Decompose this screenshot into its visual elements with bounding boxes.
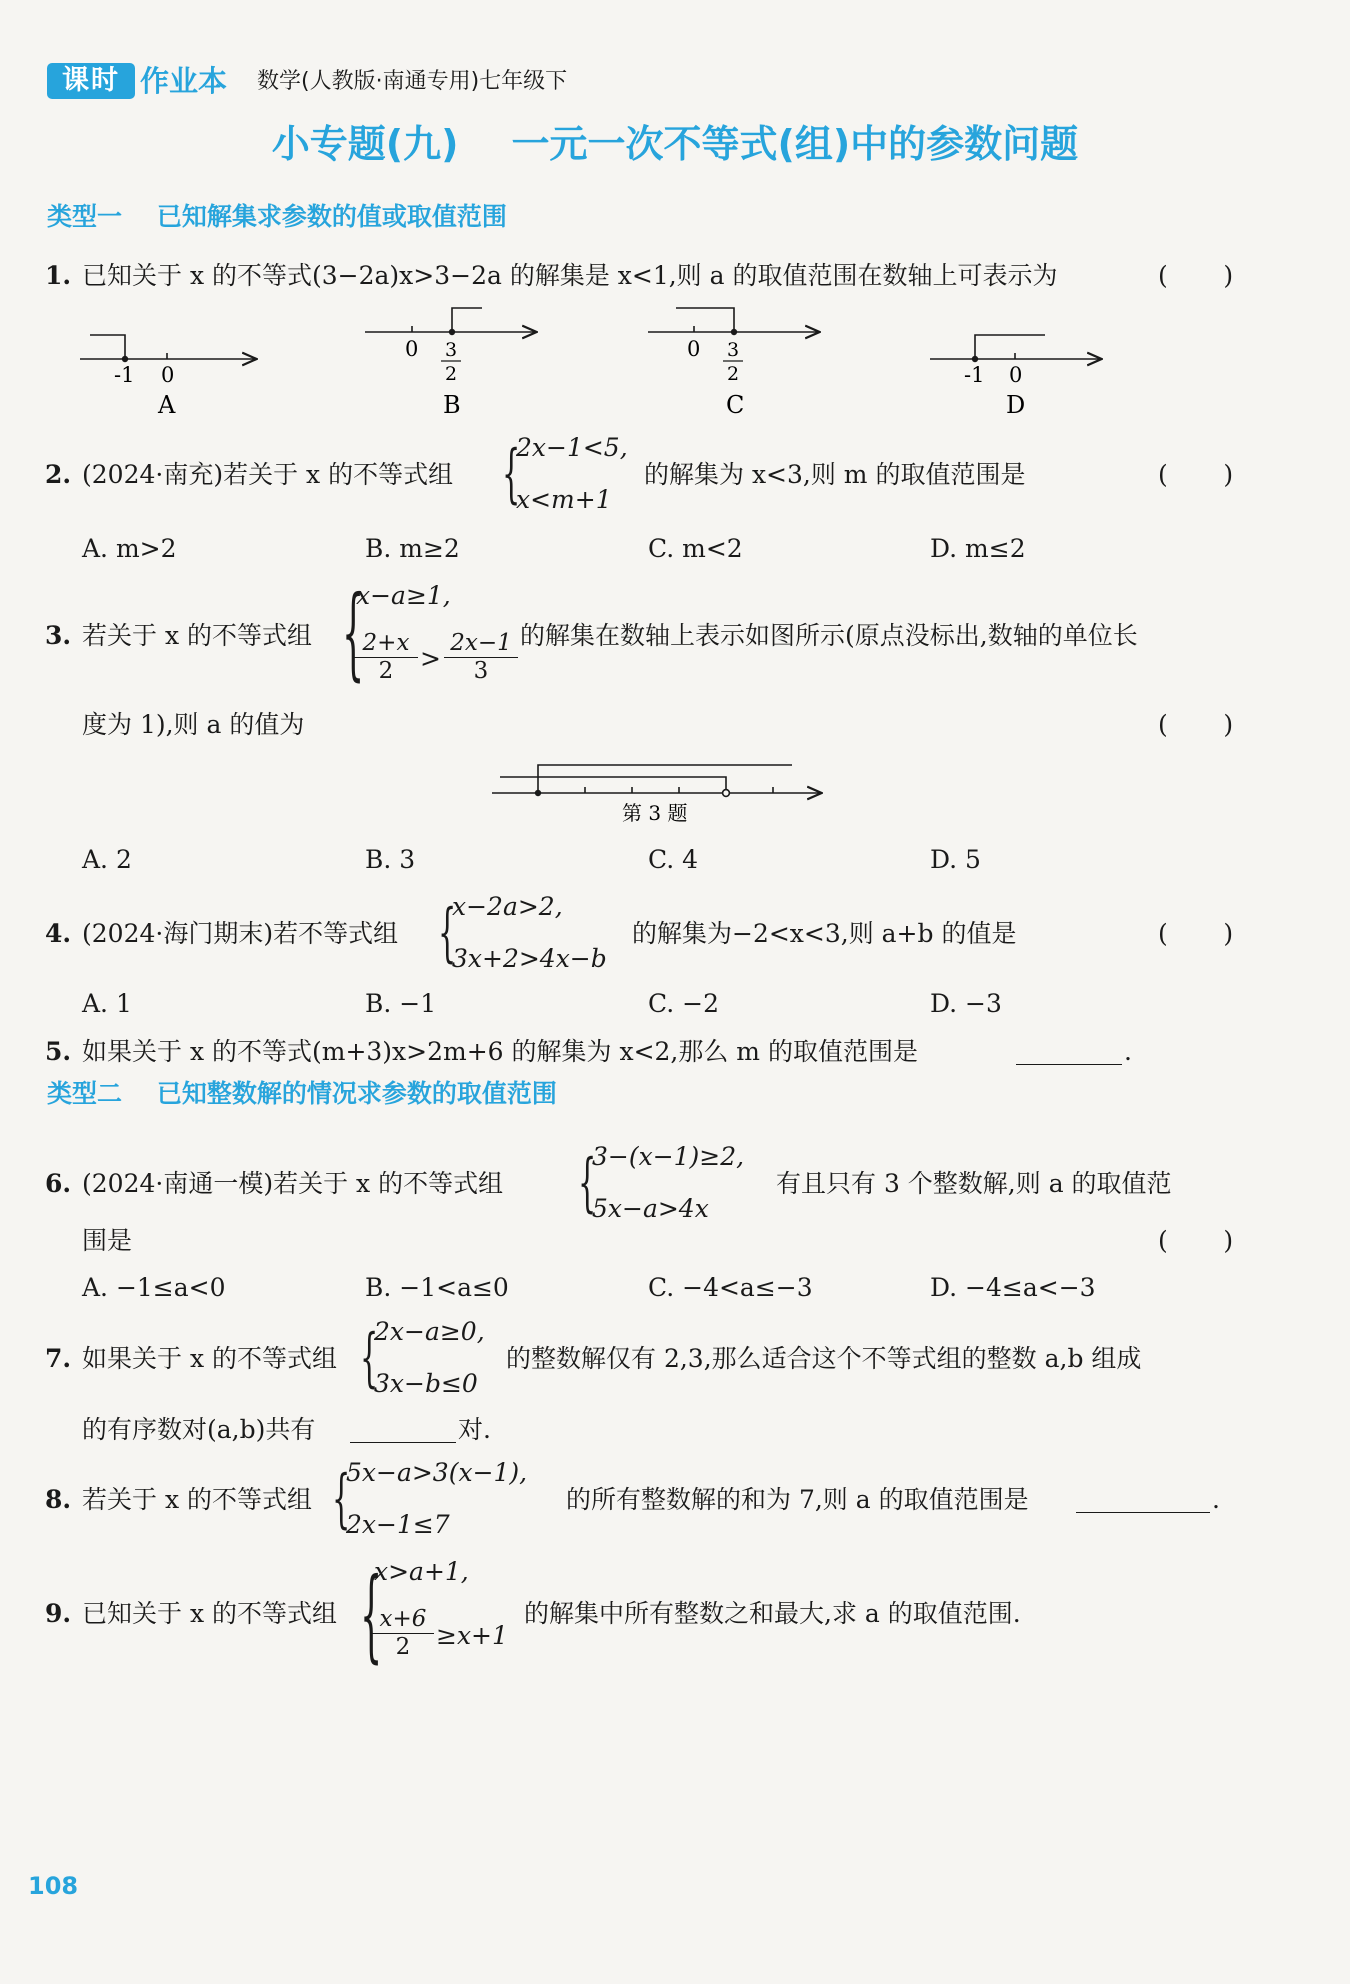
q9-line1: x>a+1, [374,1557,469,1586]
q4-answer-bracket[interactable]: ( ) [1158,919,1234,948]
q4-pre: (2024·海门期末)若不等式组 [82,919,399,948]
q4-option-b[interactable]: B. −1 [365,989,437,1018]
q3-number: 3. [45,621,72,650]
q8-line1: 5x−a>3(x−1), [346,1458,528,1487]
q1-option-b-number-line [365,308,535,419]
q6-pre: (2024·南通一模)若关于 x 的不等式组 [82,1169,504,1198]
q1-number: 1. [45,261,72,290]
q4-number: 4. [45,919,72,948]
q3-fraction-2 [444,630,518,685]
q4-option-c[interactable]: C. −2 [648,989,719,1018]
page-title: 小专题(九) 一元一次不等式(组)中的参数问题 [271,122,1079,166]
q1b-tick-0: 0 [405,337,419,361]
q6-post: 有且只有 3 个整数解,则 a 的取值范 [776,1169,1172,1198]
q3-frac1-den: 2 [378,658,394,684]
q5-number: 5. [45,1037,72,1066]
q3-figure-caption: 第 3 题 [622,801,688,822]
q9-post: 的解集中所有整数之和最大,求 a 的取值范围. [524,1599,1021,1628]
q2-brace: { [502,437,521,511]
q9-number: 9. [45,1599,72,1628]
q6-line2: 5x−a>4x [592,1194,709,1223]
q6-option-a[interactable]: A. −1≤a<0 [82,1273,226,1302]
logo-badge: 课时 [47,63,135,99]
q9-frac-den: 2 [395,1634,411,1660]
q8-brace: { [332,1462,351,1536]
q3-option-d[interactable]: D. 5 [930,845,981,874]
q2-number: 2. [45,460,72,489]
section-heading-1: 类型一 已知解集求参数的值或取值范围 [47,202,507,231]
q5-text: 如果关于 x 的不等式(m+3)x>2m+6 的解集为 x<2,那么 m 的取值范围是 [82,1037,918,1066]
q1d-label: D [1006,391,1026,419]
q2-line1: 2x−1<5, [516,433,628,462]
q1a-label: A [158,391,176,419]
q7-number: 7. [45,1344,72,1373]
q1c-tick-0: 0 [687,337,701,361]
q1-option-a-number-line [80,335,255,419]
q6-option-b[interactable]: B. −1<a≤0 [365,1273,509,1302]
q3-line1: x−a≥1, [356,581,451,610]
q6-brace: { [578,1146,597,1220]
q2-pre: (2024·南充)若关于 x 的不等式组 [82,460,454,489]
q3-frac1-num: 2+x [354,630,418,658]
q7-brace: { [360,1321,379,1395]
q6-number: 6. [45,1169,72,1198]
q2-answer-bracket[interactable]: ( ) [1158,460,1234,489]
q3-brace: { [342,574,365,691]
q1-answer-bracket[interactable]: ( ) [1158,261,1234,290]
q9-pre: 已知关于 x 的不等式组 [82,1599,337,1628]
q6-option-d[interactable]: D. −4≤a<−3 [930,1273,1096,1302]
q2-post: 的解集为 x<3,则 m 的取值范围是 [644,460,1026,489]
q8-pre: 若关于 x 的不等式组 [82,1485,312,1514]
q8-post: 的所有整数解的和为 7,则 a 的取值范围是 [566,1485,1029,1514]
section-heading-2: 类型二 已知整数解的情况求参数的取值范围 [47,1079,557,1108]
q9-frac-tail: ≥x+1 [436,1621,508,1650]
q4-line2: 3x+2>4x−b [452,944,607,973]
q1b-frac-den: 2 [445,363,458,385]
q5-period: . [1124,1037,1132,1066]
q1a-tick-0: 0 [161,363,175,387]
q4-brace: { [438,896,457,970]
q4-post: 的解集为−2<x<3,则 a+b 的值是 [632,919,1017,948]
logo-text: 作业本 [140,64,228,98]
q1d-tick-0: 0 [1009,363,1023,387]
q1a-tick-neg1: -1 [114,363,135,387]
q9-fraction [372,1606,434,1661]
q3-continuation: 度为 1),则 a 的值为 [82,710,305,739]
q7-answer-blank[interactable] [350,1414,456,1443]
q1b-label: B [443,391,461,419]
q6-continuation: 围是 [82,1226,133,1255]
q3-option-a[interactable]: A. 2 [82,845,132,874]
q7-post: 的整数解仅有 2,3,那么适合这个不等式组的整数 a,b 组成 [506,1344,1142,1373]
q8-period: . [1212,1485,1220,1514]
q6-option-c[interactable]: C. −4<a≤−3 [648,1273,813,1302]
q6-answer-bracket[interactable]: ( ) [1158,1226,1234,1255]
q2-line2: x<m+1 [516,485,612,514]
q7-continuation: 的有序数对(a,b)共有 [82,1415,316,1444]
q8-line2: 2x−1≤7 [346,1510,450,1539]
q1-text: 已知关于 x 的不等式(3−2a)x>3−2a 的解集是 x<1,则 a 的取值范围在数轴上可表示为 [82,261,1058,290]
q1b-frac-num: 3 [445,339,458,361]
q1-option-c-number-line [648,308,818,419]
q3-option-c[interactable]: C. 4 [648,845,699,874]
q1-number-lines [0,300,1350,430]
q7-continuation-end: 对. [458,1415,491,1444]
q4-line1: x−2a>2, [452,892,563,921]
q2-option-b[interactable]: B. m≥2 [365,534,460,563]
book-subtitle: 数学(人教版·南通专用)七年级下 [257,69,568,94]
q4-option-a[interactable]: A. 1 [82,989,132,1018]
q9-brace: { [360,1556,383,1673]
q4-option-d[interactable]: D. −3 [930,989,1002,1018]
page-number: 108 [28,1872,79,1900]
q3-pre: 若关于 x 的不等式组 [82,621,312,650]
q1d-tick-neg1: -1 [964,363,985,387]
q8-answer-blank[interactable] [1076,1484,1210,1513]
q3-number-line-figure [480,752,840,822]
q9-frac-num: x+6 [372,1606,434,1634]
q7-line2: 3x−b≤0 [374,1369,478,1398]
q7-line1: 2x−a≥0, [374,1317,485,1346]
q5-answer-blank[interactable] [1016,1036,1122,1065]
q3-frac2-den: 3 [473,658,489,684]
q3-post: 的解集在数轴上表示如图所示(原点没标出,数轴的单位长 [520,621,1138,650]
q2-option-a[interactable]: A. m>2 [82,534,177,563]
q3-answer-bracket[interactable]: ( ) [1158,710,1234,739]
q1c-frac-den: 2 [727,363,740,385]
q2-option-c[interactable]: C. m<2 [648,534,743,563]
q1-option-d-number-line [930,335,1100,419]
q3-fraction-1 [354,630,418,685]
q2-option-d[interactable]: D. m≤2 [930,534,1026,563]
q1c-label: C [726,391,745,419]
q8-number: 8. [45,1485,72,1514]
q3-frac2-num: 2x−1 [444,630,518,658]
q6-line1: 3−(x−1)≥2, [592,1142,745,1171]
q7-pre: 如果关于 x 的不等式组 [82,1344,337,1373]
q3-gt: > [420,644,441,673]
q1c-frac-num: 3 [727,339,740,361]
q3-option-b[interactable]: B. 3 [365,845,416,874]
